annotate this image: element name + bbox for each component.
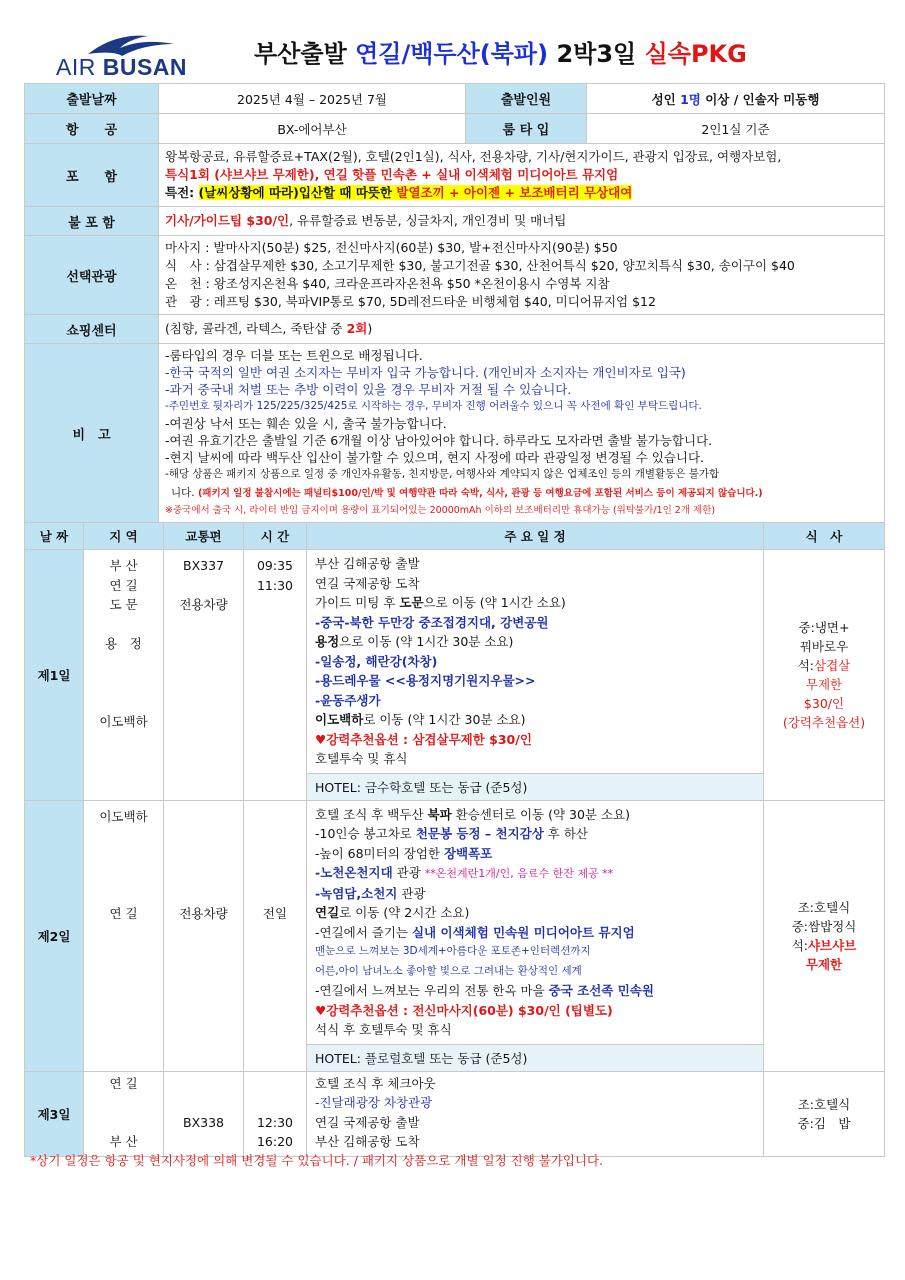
d2-text: -연길에서 느껴보는 우리의 전통 한옥 마을 (315, 983, 549, 998)
meal-text: 석: (797, 657, 815, 673)
d1-line: 호텔투숙 및 휴식 (315, 751, 408, 766)
shop-text-a: (침향, 콜라겐, 라텍스, 죽탄샵 중 (165, 321, 347, 336)
d2-text: **온천계란1개/인, 음료수 한잔 제공 ** (424, 867, 614, 880)
schedule-table (24, 522, 885, 1157)
perk-label: 특전: (165, 185, 199, 200)
day2-meal (764, 800, 885, 1071)
shop-label: 쇼핑센터 (25, 315, 159, 344)
col-itinerary: 주 요 일 정 (307, 523, 764, 550)
day2-time (244, 800, 307, 1071)
d2-text: 환승센터로 이동 (약 30분 소요) (451, 806, 631, 822)
col-region: 지 역 (84, 523, 164, 550)
d1-line: -용드레우물 <<용정지명기원지우물>> (315, 673, 536, 688)
d2-line (315, 805, 755, 825)
room-label: 룸 타 입 (466, 114, 587, 144)
day2-transport (164, 800, 244, 1071)
day2-hotel: HOTEL: 플로럴호텔 또는 동급 (준5성) (307, 1044, 764, 1071)
day3-arrive-time: 16:20 (256, 1134, 294, 1149)
day1-depart-time: 09:35 (256, 558, 294, 573)
exclude-rest: , 유류할증료 변동분, 싱글차지, 개인경비 및 매너팁 (289, 213, 567, 228)
flight-bx337: BX337 (183, 558, 224, 573)
note-4: -주민번호 뒷자리가 125/225/325/425로 시작하는 경우, 무비자 진행 어려울수 있으니 꼭 사전에 확인 부탁드립니다. (165, 400, 702, 412)
d2-line (315, 863, 755, 884)
meal-lunch-2: 꿔바로우 (799, 638, 849, 654)
d1-text: 도문 (399, 595, 424, 610)
title-part2: 연길/백두산(북파) (355, 40, 549, 68)
d2-text: 장백폭포 (443, 845, 493, 861)
page-title (254, 34, 747, 69)
include-line2: 특식1회 (샤브샤브 무제한), 연길 핫플 민속촌 + 실내 이색체험 미디어아트 뮤지엄 (165, 167, 619, 182)
col-meal: 식 사 (764, 523, 885, 550)
meal-lunch: 중:냉면+ (798, 619, 850, 635)
day3-regions (84, 1071, 164, 1156)
d2-text: 관광 (392, 865, 425, 880)
include-line1: 왕복항공료, 유류할증료+TAX(2월), 호텔(2인1실), 식사, 전용차량, 기사/현지가이드, 관광지 입장료, 여행자보험, (165, 149, 782, 164)
d3-line: 호텔 조식 후 체크아웃 (315, 1075, 436, 1091)
day2-vehicle: 전용차량 (179, 906, 228, 921)
d2-line (315, 844, 755, 864)
d1-line: -중국-북한 두만강 중조접경지대, 강변공원 (315, 614, 549, 630)
day3-label: 제3일 (25, 1071, 84, 1156)
day2-label: 제2일 (25, 800, 84, 1071)
day1-arrive-time: 11:30 (256, 577, 294, 593)
col-time: 시 간 (244, 523, 307, 550)
day2-itinerary (307, 800, 764, 1044)
d2-line (315, 884, 755, 904)
note-2: -한국 국적의 일반 여권 소지자는 무비자 입국 가능합니다. (개인비자 소지자는 개인비자로 입국) (165, 365, 686, 380)
d2-text: 중국 조선족 민속원 (548, 983, 654, 998)
title-part3: 2박3일 (548, 40, 645, 68)
d1-line: -윤동주생가 (315, 692, 381, 708)
people-value-a: 성인 (651, 91, 681, 107)
d2-text: 천문봉 등정 – 천지감상 (415, 826, 544, 841)
region-yongjeong: 용 정 (105, 636, 142, 651)
include-line3 (165, 184, 878, 202)
note-9: ※중국에서 출국 시, 라이터 반입 금지이며 용량이 표기되어있는 20000mAh 이하의 보조배터리만 휴대가능 (위탁불가/1인 2개 제한) (165, 505, 716, 516)
note-8: -해당 상품은 패키지 상품으로 일정 중 개인자유활동, 친지방문, 여행사와 계약되지 않은 업체조인 등의 개별활동은 불가합 (165, 468, 720, 480)
people-value (587, 84, 885, 114)
d2-line (315, 824, 755, 844)
meal-dinner (764, 656, 884, 675)
depart-label: 출발날짜 (25, 84, 159, 114)
info-table (24, 83, 885, 523)
include-label: 포 함 (25, 144, 159, 207)
d2-option-line: ♥강력추천옵션 : 전신마사지(60분) $30/인 (팁별도) (315, 1002, 613, 1018)
meal-dinner (764, 936, 884, 955)
shop-text-c: ) (367, 321, 373, 336)
d1-line: 부산 김해공항 출발 (315, 556, 420, 571)
day2-regions (84, 800, 164, 1071)
meal-text: 샤브샤브 (807, 937, 857, 953)
day1-label: 제1일 (25, 550, 84, 801)
option-tour: 관 광 : 레프팅 $30, 북파VIP통로 $70, 5D레전드타운 비행체험 $40, 미디어뮤지엄 $12 (165, 294, 656, 309)
d2-text: 호텔 조식 후 백두산 (315, 806, 428, 822)
d2-text: 실내 이색체험 민속원 미디어아트 뮤지엄 (411, 924, 635, 940)
d1-line (315, 593, 755, 613)
d2-text: -연길에서 즐기는 (315, 924, 412, 940)
d2-text: -10인승 봉고차로 (315, 826, 416, 841)
d2-line: 어른,아이 남녀노소 좋아할 빛으로 그려내는 환상적인 세계 (315, 964, 582, 977)
note-3: -과거 중국내 처벌 또는 추방 이력이 있을 경우 무비자 거절 될 수 있습니다. (165, 382, 572, 397)
day1-regions (84, 550, 164, 801)
d3-line: 부산 김해공항 도착 (315, 1134, 420, 1149)
note-8-b: 니다. (171, 487, 198, 499)
day1-itinerary (307, 550, 764, 774)
shop-value (159, 315, 885, 344)
title-part4: 실속PKG (644, 40, 747, 68)
region-idobaekha: 이도백하 (99, 714, 148, 729)
title-part1: 부산출발 (254, 40, 356, 68)
d1-option-line: ♥강력추천옵션 : 삼겹살무제한 $30/인 (315, 731, 532, 747)
exclude-value (159, 207, 885, 236)
logo-prefix: AIR (56, 54, 96, 80)
note-8-penalty: (패키지 일정 불참시에는 패널티$100/인/박 및 여행약관 따라 숙박, 식사, 관광 등 여행요금에 포함된 서비스 등이 제공되지 않습니다.) (197, 488, 763, 499)
d2-line (315, 903, 755, 923)
col-day: 날 짜 (25, 523, 84, 550)
day1-times (244, 550, 307, 801)
d3-line: 연길 국제공항 출발 (315, 1114, 420, 1130)
meal-text: 삼겹살 (814, 657, 851, 673)
option-spa: 온 천 : 왕조성지온천욕 $40, 크라운프라자온천욕 $50 *온천이용시 수영복 지참 (165, 276, 610, 291)
note-8-cont (165, 483, 878, 502)
day3-itinerary (307, 1071, 764, 1156)
d2-line (315, 923, 755, 943)
d1-line (315, 710, 755, 730)
depart-value: 2025년 4월 – 2025년 7월 (159, 84, 466, 114)
d1-text: 으로 이동 (약 1시간 30분 소요) (339, 634, 514, 649)
note-value (159, 344, 885, 523)
col-transport: 교통편 (164, 523, 244, 550)
region-yanji: 연 길 (109, 906, 138, 921)
note-5: -여권상 낙서 또는 훼손 있을 시, 출국 불가능합니다. (165, 416, 447, 431)
region-yanji: 연 길 (109, 577, 138, 593)
note-label: 비 고 (25, 344, 159, 523)
d2-line: 맨눈으로 느껴보는 3D세계+아름다운 포토존+인터렉션까지 (315, 945, 591, 957)
d2-text: 연길 (315, 905, 340, 920)
perk-items: 발열조끼 + 아이젠 + 보조배터리 무상대여 (396, 185, 633, 200)
d2-line: 석식 후 호텔투숙 및 휴식 (315, 1022, 452, 1037)
page-header (24, 28, 884, 80)
airline-label: 항 공 (25, 114, 159, 144)
airline-value: BX-에어부산 (159, 114, 466, 144)
region-busan: 부 산 (109, 558, 138, 573)
include-value (159, 144, 885, 207)
option-label: 선택관광 (25, 236, 159, 315)
d1-text: 용정 (315, 634, 340, 649)
day2-all-day: 전일 (262, 906, 288, 921)
meal-breakfast: 조:호텔식 (797, 1096, 851, 1112)
meal-text: $30/인 (803, 695, 845, 711)
d1-text: 로 이동 (약 1시간 30분 소요) (363, 712, 526, 727)
day3-transport (164, 1071, 244, 1156)
d2-text: -녹염담,소천지 (315, 885, 398, 901)
day3-depart-time: 12:30 (256, 1114, 294, 1130)
meal-text: 무제한 (805, 956, 843, 972)
d2-line (315, 981, 755, 1001)
option-meal: 식 사 : 삼겹살무제한 $30, 소고기무제한 $30, 불고기전골 $30, 산천어특식 $20, 양꼬치특식 $30, 송이구이 $40 (165, 258, 795, 273)
note-7: -현지 날씨에 따라 백두산 입산이 불가할 수 있으며, 현지 사정에 따라 관광일정 변경될 수 있습니다. (165, 450, 705, 465)
d1-line: 연길 국제공항 도착 (315, 575, 420, 591)
d1-text: 가이드 미팅 후 (315, 595, 400, 610)
d1-text: 으로 이동 (약 1시간 소요) (423, 595, 566, 610)
exclude-tip: 기사/가이드팁 $30/인 (165, 213, 290, 228)
footer-notice: *상기 일정은 항공 및 현지사정에 의해 변경될 수 있습니다. / 패키지 상품으로 개별 일정 진행 불가입니다. (30, 1153, 604, 1168)
shop-count: 2회 (346, 321, 368, 336)
region-yanji: 연 길 (109, 1075, 138, 1091)
d2-text: 로 이동 (약 2시간 소요) (339, 905, 470, 920)
logo-name: BUSAN (102, 54, 188, 80)
day3-meal (764, 1071, 885, 1156)
region-tumen: 도 문 (109, 597, 138, 612)
note-6: -여권 유효기간은 출발일 기준 6개월 이상 남아있어야 합니다. 하루라도 모자라면 출발 불가능합니다. (165, 433, 713, 448)
d2-text: 북파 (427, 806, 452, 822)
people-value-c: 이상 / 인솔자 미동행 (700, 91, 820, 107)
meal-breakfast: 조:호텔식 (797, 899, 851, 915)
meal-lunch: 중:쌈밥정식 (791, 918, 857, 934)
flight-bx338: BX338 (183, 1114, 224, 1130)
d1-line: -일송정, 해란강(차창) (315, 653, 438, 669)
option-massage: 마사지 : 발마사지(50분) $25, 전신마사지(60분) $30, 발+전신마사지(90분) $50 (165, 240, 618, 255)
d2-text: -노천온천지대 (315, 865, 393, 880)
d3-line: -진달래광장 차창관광 (315, 1095, 433, 1110)
meal-text: 무제한 (805, 676, 843, 692)
air-busan-logo (56, 32, 186, 80)
meal-text: 석: (791, 937, 808, 953)
people-value-b: 1명 (680, 91, 701, 107)
day1-transport (164, 550, 244, 801)
region-busan: 부 산 (109, 1134, 138, 1149)
meal-text: (강력추천옵션) (782, 714, 866, 730)
note-1: -룸타입의 경우 더블 또는 트윈으로 배정됩니다. (165, 348, 423, 363)
day1-hotel: HOTEL: 금수학호텔 또는 동급 (준5성) (307, 773, 764, 800)
option-value (159, 236, 885, 315)
d1-line (315, 632, 755, 652)
d2-text: 후 하산 (543, 826, 588, 841)
room-value: 2인1실 기준 (587, 114, 885, 144)
day1-meal (764, 550, 885, 801)
meal-lunch: 중:김 밥 (797, 1115, 851, 1131)
day3-times (244, 1071, 307, 1156)
day1-vehicle: 전용차량 (179, 597, 228, 612)
perk-condition: (날씨상황에 따라)입산할 때 따뜻한 (198, 185, 397, 200)
people-label: 출발인원 (466, 84, 587, 114)
d1-text: 이도백하 (315, 712, 364, 727)
d2-text: 관광 (397, 885, 426, 901)
exclude-label: 불 포 함 (25, 207, 159, 236)
d2-text: -높이 68미터의 장엄한 (315, 845, 444, 861)
region-idobaekha: 이도백하 (99, 808, 148, 824)
